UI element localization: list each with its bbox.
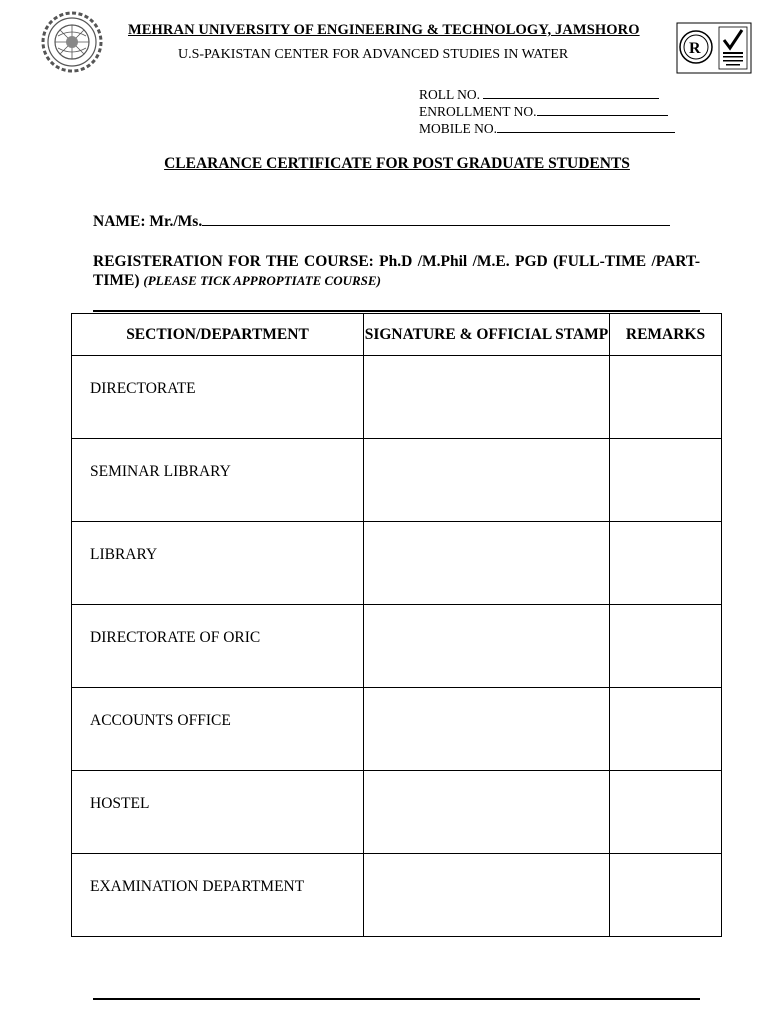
- remarks-cell[interactable]: [610, 688, 722, 771]
- table-row: [72, 522, 722, 605]
- name-label: NAME: Mr./Ms.: [93, 213, 203, 230]
- section-cell: LIBRARY: [72, 522, 364, 605]
- registration-text: REGISTERATION FOR THE COURSE: Ph.D /M.Phil /M.E. PGD (FULL-TIME /PART- TIME): [93, 253, 700, 289]
- signature-cell[interactable]: [364, 771, 610, 854]
- column-header-signature: SIGNATURE & OFFICIAL STAMP: [364, 314, 610, 356]
- mobile-no-blank[interactable]: [497, 122, 675, 133]
- center-name: U.S-PAKISTAN CENTER FOR ADVANCED STUDIES IN WATER: [178, 47, 569, 62]
- clearance-table: [71, 313, 722, 937]
- certification-marks-icon: [676, 22, 752, 74]
- section-cell: SEMINAR LIBRARY: [72, 439, 364, 522]
- svg-text:R: R: [689, 40, 701, 57]
- roll-no-field[interactable]: [419, 87, 659, 103]
- certificate-title-text: CLEARANCE CERTIFICATE FOR POST GRADUATE STUDENTS: [164, 155, 630, 172]
- enrollment-no-field[interactable]: [419, 104, 668, 120]
- section-cell: EXAMINATION DEPARTMENT: [72, 854, 364, 937]
- column-header-remarks: REMARKS: [610, 314, 722, 356]
- university-name: MEHRAN UNIVERSITY OF ENGINEERING & TECHNOLOGY, JAMSHORO: [128, 22, 640, 38]
- remarks-cell[interactable]: [610, 854, 722, 937]
- certificate-title: [0, 155, 770, 173]
- table-row: [72, 771, 722, 854]
- table-row: [72, 688, 722, 771]
- mobile-no-label: MOBILE NO.: [419, 121, 497, 136]
- signature-cell[interactable]: [364, 854, 610, 937]
- table-row: [72, 605, 722, 688]
- remarks-cell[interactable]: [610, 439, 722, 522]
- column-header-section: SECTION/DEPARTMENT: [72, 314, 364, 356]
- remarks-cell[interactable]: [610, 771, 722, 854]
- section-cell: DIRECTORATE: [72, 356, 364, 439]
- university-gear-seal-icon: [38, 10, 106, 74]
- registration-underline: [93, 310, 700, 312]
- enrollment-no-label: ENROLLMENT NO.: [419, 104, 537, 119]
- table-row: [72, 439, 722, 522]
- name-field[interactable]: [93, 213, 670, 231]
- signature-cell[interactable]: [364, 688, 610, 771]
- table-header-row: [72, 314, 722, 356]
- roll-no-blank[interactable]: [483, 88, 659, 99]
- table-row: [72, 854, 722, 937]
- signature-cell[interactable]: [364, 522, 610, 605]
- roll-no-label: ROLL NO.: [419, 87, 480, 102]
- table-row: [72, 356, 722, 439]
- section-cell: ACCOUNTS OFFICE: [72, 688, 364, 771]
- section-cell: DIRECTORATE OF ORIC: [72, 605, 364, 688]
- registration-note: (PLEASE TICK APPROPTIATE COURSE): [143, 273, 381, 288]
- signature-cell[interactable]: [364, 356, 610, 439]
- registration-statement: [93, 252, 700, 290]
- name-blank[interactable]: [202, 214, 670, 226]
- signature-cell[interactable]: [364, 605, 610, 688]
- enrollment-no-blank[interactable]: [537, 105, 668, 116]
- remarks-cell[interactable]: [610, 356, 722, 439]
- remarks-cell[interactable]: [610, 605, 722, 688]
- mobile-no-field[interactable]: [419, 121, 675, 137]
- signature-cell[interactable]: [364, 439, 610, 522]
- footer-rule: [93, 998, 700, 1000]
- section-cell: HOSTEL: [72, 771, 364, 854]
- remarks-cell[interactable]: [610, 522, 722, 605]
